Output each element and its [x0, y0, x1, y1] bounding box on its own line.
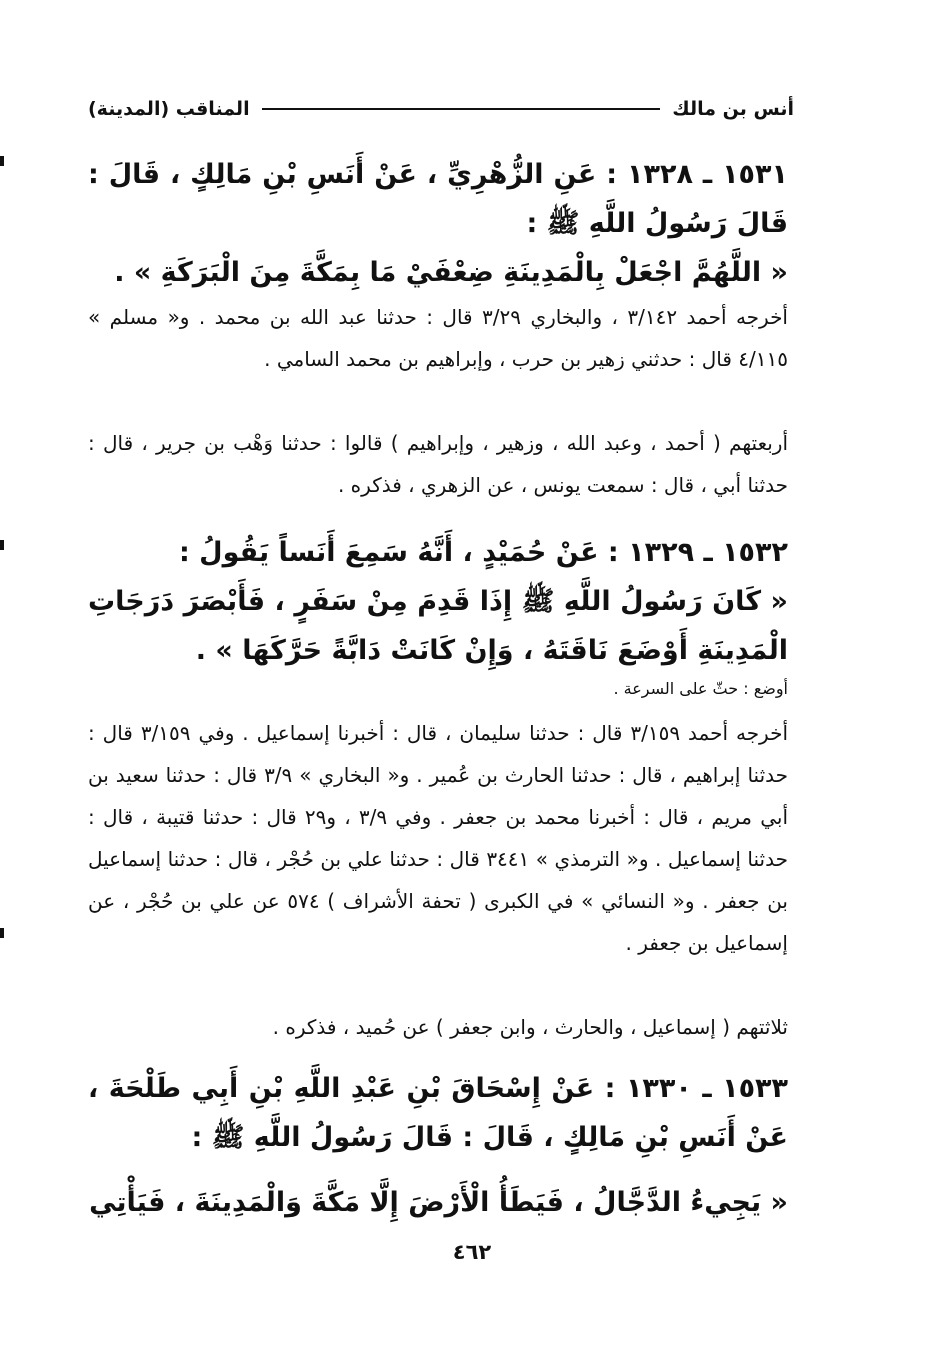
scan-edge-mark: [0, 928, 4, 938]
hadith-1533-quote: « يَجِيءُ الدَّجَّالُ ، فَيَطَأُ الْأَرْضَ إِلَّا مَكَّةَ وَالْمَدِينَةَ ، فَيَأْتِي: [89, 1187, 788, 1218]
scan-edge-mark: [0, 540, 4, 550]
hadith-1533-text: ١٥٣٣ ـ ١٣٣٠ : عَنْ إِسْحَاقَ بْنِ عَبْدِ اللَّهِ بْنِ أَبِي طَلْحَةَ ، عَنْ أَنَسِ بْنِ مَالِكٍ ، قَالَ : قَالَ رَسُولُ اللَّهِ ﷺ :: [88, 1073, 789, 1153]
hadith-1532-gloss: أوضع : حثّ على السرعة .: [613, 679, 788, 698]
hadith-1531-takhrij: أخرجه أحمد ٣/١٤٢ ، والبخاري ٣/٢٩ قال : حدثنا عبد الله بن محمد . و« مسلم » ٤/١١٥ قال : حدثني زهير بن حرب ، وإبراهيم بن محمد السامي .: [88, 305, 788, 371]
running-header: [88, 92, 794, 126]
hadith-1532-takhrij: أخرجه أحمد ٣/١٥٩ قال : حدثنا سليمان ، قال : أخبرنا إسماعيل . وفي ٣/١٥٩ قال : حدثنا إبراهيم ، قال : حدثنا الحارث بن عُمير . و« البخاري » ٣/٩ قال : حدثنا سعيد بن أبي مريم ، قال : أخبرنا محمد بن جعفر . وفي ٣/٩ ، و٢٩ قال : حدثنا قتيبة ، قال : حدثنا إسماعيل . و« الترمذي » ٣٤٤١ قال : حدثنا علي بن حُجْر ، قال : حدثنا إسماعيل بن جعفر . و« النسائي » في الكبرى ( تحفة الأشراف ) ٥٧٤ عن علي بن حُجْر ، عن إسماعيل بن جعفر .: [88, 721, 789, 955]
page-number: ٤٦٢: [452, 1240, 492, 1264]
hadith-1531-quote: « اللَّهُمَّ اجْعَلْ بِالْمَدِينَةِ ضِعْفَيْ مَا بِمَكَّةَ مِنَ الْبَرَكَةِ » .: [114, 257, 788, 288]
header-title-right: أنس بن مالك: [672, 98, 794, 120]
hadith-1532-conclusion: ثلاثتهم ( إسماعيل ، والحارث ، وابن جعفر ) عن حُميد ، فذكره .: [272, 1015, 788, 1039]
hadith-1531-text: ١٥٣١ ـ ١٣٢٨ : عَنِ الزُّهْرِيِّ ، عَنْ أَنَسِ بْنِ مَالِكٍ ، قَالَ : قَالَ رَسُولُ اللَّهِ ﷺ :: [88, 159, 788, 239]
header-title-left: المناقب (المدينة): [88, 98, 250, 120]
scan-edge-mark: [0, 156, 4, 166]
header-rule: [262, 108, 661, 110]
hadith-1532-quote: « كَانَ رَسُولُ اللَّهِ ﷺ إِذَا قَدِمَ مِنْ سَفَرٍ ، فَأَبْصَرَ دَرَجَاتِ الْمَدِينَةِ أَوْضَعَ نَاقَتَهُ ، وَإِنْ كَانَتْ دَابَّةً حَرَّكَهَا » .: [88, 586, 788, 666]
hadith-1531-conclusion: أربعتهم ( أحمد ، وعبد الله ، وزهير ، وإبراهيم ) قالوا : حدثنا وَهْب بن جرير ، قال : حدثنا أبي ، قال : سمعت يونس ، عن الزهري ، فذكره .: [88, 431, 788, 497]
hadith-1532-text: ١٥٣٢ ـ ١٣٢٩ : عَنْ حُمَيْدٍ ، أَنَّهُ سَمِعَ أَنَساً يَقُولُ :: [178, 537, 788, 568]
